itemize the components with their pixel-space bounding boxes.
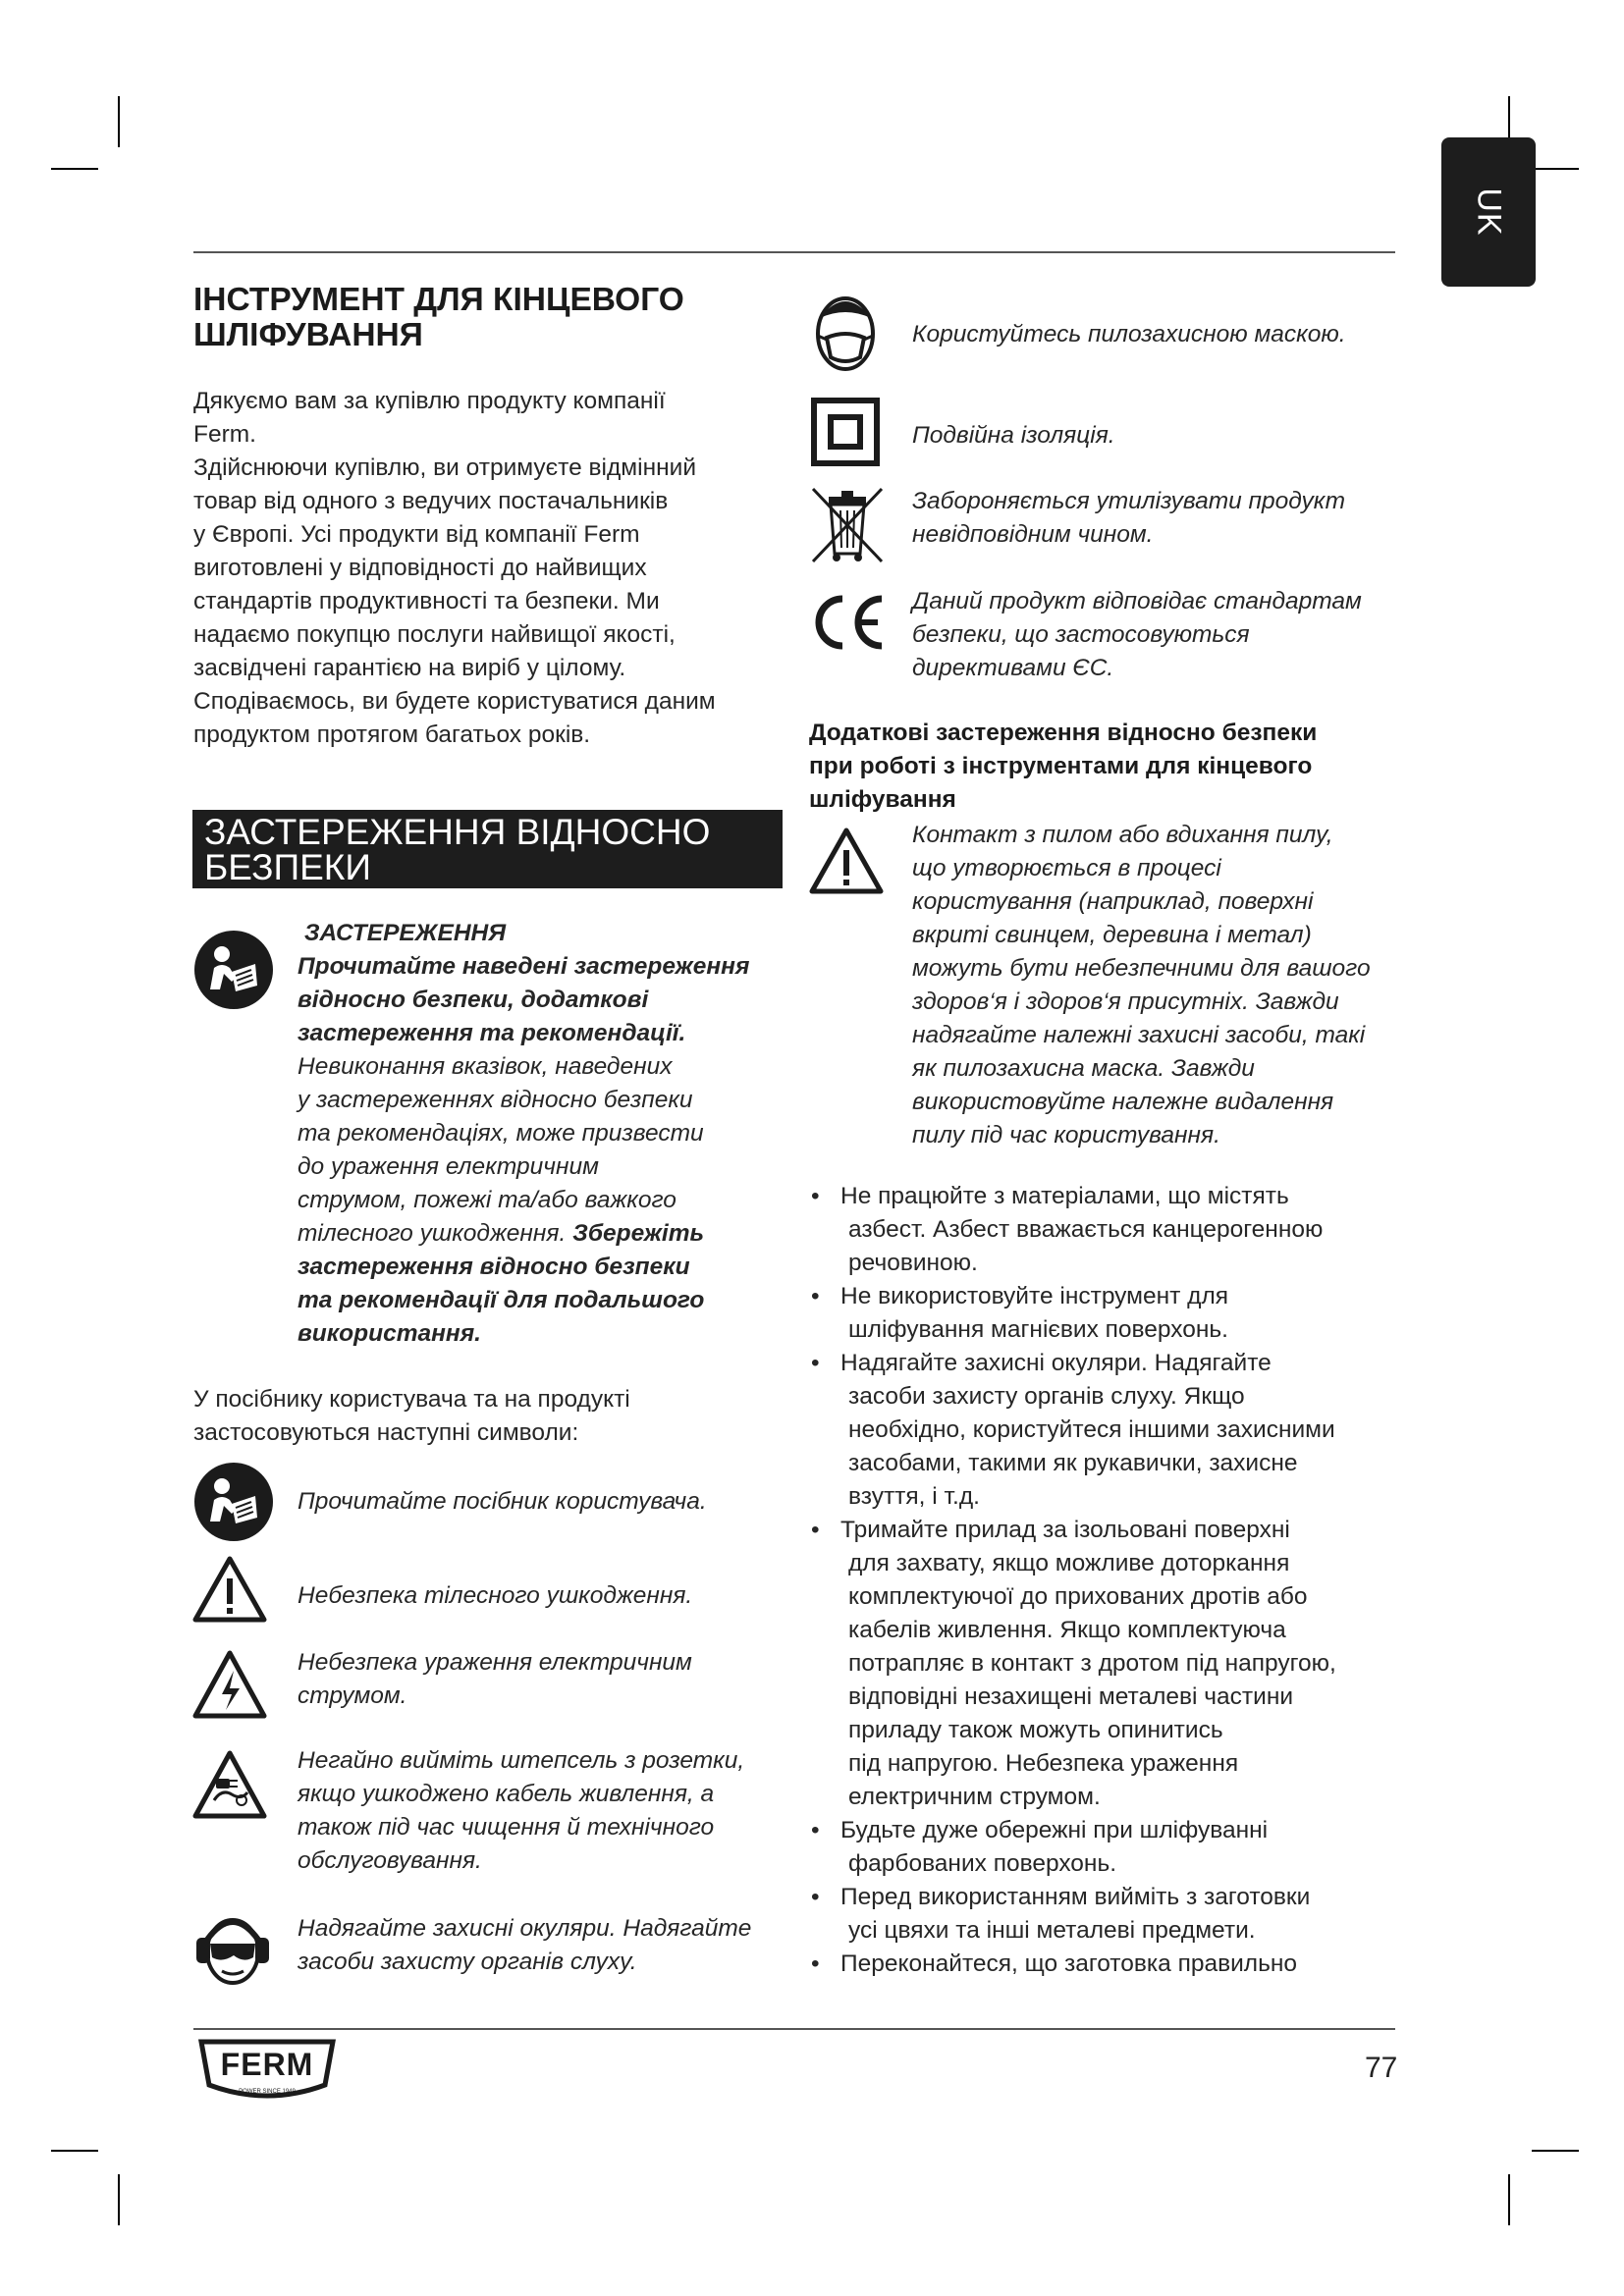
list-item [803,1948,1422,1981]
symbol-ce-text [912,585,1423,685]
heading-line: шліфування [809,786,956,813]
bullet-line: фарбованих поверхонь. [848,1850,1117,1877]
no-bin-icon [809,485,886,565]
warning-triangle-icon [809,827,884,895]
language-tab [1441,137,1536,287]
dust-warning-line: як пилозахисна маска. Завжди [912,1055,1255,1082]
bullet-line: • Надягайте захисні окуляри. Надягайте [840,1350,1272,1376]
symbol-text-line: Небезпека тілесного ушкодження. [298,1582,693,1609]
intro-line: Дякуємо вам за купівлю продукту компанії [193,388,666,414]
bullet-line: • Не працюйте з матеріалами, що містять [840,1183,1289,1209]
symbol-text-line: директивами ЄС. [912,655,1114,681]
dust-warning-line: пилу під час користування. [912,1122,1220,1148]
list-item [803,1180,1422,1280]
bullet-line: відповідні незахищені металеві частини [848,1683,1294,1710]
warning-line-bold-part: Збережіть [566,1220,705,1247]
warning-line: струмом, пожежі та/або важкого [298,1187,677,1213]
safety-section-heading [192,810,783,888]
symbol-text-line: Подвійна ізоляція. [912,422,1115,449]
logo-brand: FERM [220,2047,314,2082]
bullet-line: речовиною. [848,1250,978,1276]
symbol-disposal-text [912,485,1423,552]
crop-mark [118,2174,120,2225]
heading-line: Додаткові застереження відносно безпеки [809,720,1318,746]
warning-bold-line: застереження та рекомендації. [298,1020,686,1046]
symbol-text-line: струмом. [298,1682,407,1709]
symbol-double-insulation-text [912,419,1423,453]
dust-warning-line: здоров‘я і здоров‘я присутніх. Завжди [912,988,1339,1015]
unplug-icon [192,1749,267,1820]
logo-tagline: POWER SINCE 1949 [239,2089,296,2095]
intro-line: товар від одного з ведучих постачальників [193,488,669,514]
bullet-line: взуття, і т.д. [848,1483,980,1510]
symbol-text-line: обслуговування. [298,1847,482,1874]
bullet-line: кабелів живлення. Якщо комплектуюча [848,1617,1286,1643]
crop-mark [118,96,120,147]
symbol-text-line: засоби захисту органів слуху. [298,1949,637,1975]
warning-line: у застереженнях відносно безпеки [298,1087,693,1113]
intro-line: виготовлені у відповідності до найвищих [193,555,647,581]
ce-mark-icon [809,593,888,652]
crop-mark [51,2150,98,2152]
symbol-text-line: Небезпека ураження електричним [298,1649,692,1676]
warning-bold-line: та рекомендації для подальшого [298,1287,705,1313]
dust-warning-line: користування (наприклад, поверхні [912,888,1314,915]
warning-bold-line: використання. [298,1320,481,1347]
bullet-line: засоби захисту органів слуху. Якщо [848,1383,1245,1410]
intro-line: продуктом протягом багатьох років. [193,721,591,748]
heading-line: ЗАСТЕРЕЖЕННЯ ВІДНОСНО [204,812,711,852]
symbol-text-line: безпеки, що застосовуються [912,621,1250,648]
language-tab-label: UK [1470,187,1508,237]
intro-line: надаємо покупцю послуги найвищої якості, [193,621,676,648]
dust-warning-line: надягайте належні захисні засоби, такі [912,1022,1366,1048]
warning-line [298,1217,798,1251]
symbol-text-line: Забороняється утилізувати продукт [912,488,1346,514]
bullet-line: засобами, такими як рукавички, захисне [848,1450,1298,1476]
symbol-injury-text [298,1579,798,1613]
read-manual-icon [192,929,275,1011]
bullet-line: шліфування магнієвих поверхонь. [848,1316,1228,1343]
crop-mark [1532,168,1579,170]
symbol-unplug-text [298,1744,798,1878]
goggles-ear-protection-icon [192,1910,273,1993]
bullet-line: • Не використовуйте інструмент для [840,1283,1229,1309]
warning-block [298,917,798,1351]
warning-bold-line: Прочитайте наведені застереження [298,953,750,980]
page-number: 77 [1365,2052,1398,2084]
bullet-line: азбест. Азбест вважається канцерогенною [848,1216,1324,1243]
safety-bullet-list [803,1180,1422,1981]
intro-line: Сподіваємось, ви будете користуватися даним [193,688,716,715]
double-insulation-icon [811,398,880,466]
symbol-text-line: Надягайте захисні окуляри. Надягайте [298,1915,752,1942]
intro-line: у Європі. Усі продукти від компанії Ferm [193,521,640,548]
warning-bold-line: відносно безпеки, додаткові [298,987,649,1013]
dust-warning-line: вкриті свинцем, деревина і метал) [912,922,1312,948]
symbol-goggles-text [298,1912,798,1979]
bullet-line: для захвату, якщо можливе доторкання [848,1550,1290,1576]
bullet-line: під напругою. Небезпека ураження [848,1750,1239,1777]
warning-label [298,917,798,950]
page-title: ІНСТРУМЕНТ ДЛЯ КІНЦЕВОГО ШЛІФУВАННЯ [193,282,684,353]
warning-bold-line: застереження відносно безпеки [298,1254,690,1280]
list-item [803,1814,1422,1881]
ferm-logo [193,2038,341,2103]
bullet-line: • Переконайтеся, що заготовка правильно [840,1950,1298,1977]
warning-label-text: ЗАСТЕРЕЖЕННЯ [303,920,507,946]
symbols-intro-line: У посібнику користувача та на продукті [193,1386,630,1413]
intro-line: засвідчені гарантією на виріб у цілому. [193,655,626,681]
list-item [803,1881,1422,1948]
dust-mask-icon [811,293,880,373]
bullet-line: необхідно, користуйтеся іншими захисними [848,1416,1335,1443]
intro-line: Здійснюючи купівлю, ви отримуєте відмінний [193,454,697,481]
read-manual-icon [192,1461,275,1543]
bullet-line: усі цвяхи та інші металеві предмети. [848,1917,1256,1944]
intro-line: стандартів продуктивності та безпеки. Ми [193,588,660,614]
list-item [803,1514,1422,1814]
symbol-electric-text [298,1646,798,1713]
warning-line-part: тілесного ушкодження. [298,1220,567,1247]
dust-warning-text [912,819,1423,1152]
bullet-line: потрапляє в контакт з дротом під напругою, [848,1650,1336,1677]
dust-warning-line: можуть бути небезпечними для вашого [912,955,1371,982]
electric-shock-icon [192,1649,267,1720]
bullet-line: • Будьте дуже обережні при шліфуванні [840,1817,1269,1843]
dust-warning-line: що утворюється в процесі [912,855,1221,881]
symbol-text-line: Прочитайте посібник користувача. [298,1488,707,1515]
symbol-read-manual-text [298,1485,798,1519]
warning-line: та рекомендаціях, може призвести [298,1120,704,1147]
warning-triangle-icon [192,1555,267,1624]
symbol-text-line: також під час чищення й технічного [298,1814,715,1841]
symbol-text-line: Користуйтесь пилозахисною маскою. [912,321,1346,347]
dust-warning-line: використовуйте належне видалення [912,1089,1334,1115]
bullet-line: • Перед використанням вийміть з заготовки [840,1884,1311,1910]
symbol-dust-mask-text [912,318,1423,351]
crop-mark [1532,2150,1579,2152]
header-rule [193,251,1395,253]
symbol-text-line: невідповідним чином. [912,521,1154,548]
symbols-intro [193,1383,792,1450]
bullet-line: комплектуючої до прихованих дротів або [848,1583,1308,1610]
bullet-line: приладу також можуть опинитись [848,1717,1223,1743]
crop-mark [1508,2174,1510,2225]
footer-rule [193,2028,1395,2030]
intro-line: Ferm. [193,421,256,448]
heading-line: при роботі з інструментами для кінцевого [809,753,1313,779]
warning-line: Невиконання вказівок, наведених [298,1053,673,1080]
intro-paragraph [193,385,792,752]
dust-warning-line: Контакт з пилом або вдихання пилу, [912,822,1333,848]
symbols-intro-line: застосовуються наступні символи: [193,1419,579,1446]
symbol-text-line: Даний продукт відповідає стандартам [912,588,1362,614]
symbol-text-line: Негайно вийміть штепсель з розетки, [298,1747,745,1774]
bullet-line: електричним струмом. [848,1784,1101,1810]
symbol-text-line: якщо ушкоджено кабель живлення, а [298,1781,715,1807]
warning-line: до ураження електричним [298,1153,599,1180]
bullet-line: • Тримайте прилад за ізольовані поверхні [840,1517,1290,1543]
list-item [803,1347,1422,1514]
heading-line: БЕЗПЕКИ [204,847,371,887]
additional-warnings-heading [809,717,1418,817]
list-item [803,1280,1422,1347]
crop-mark [51,168,98,170]
